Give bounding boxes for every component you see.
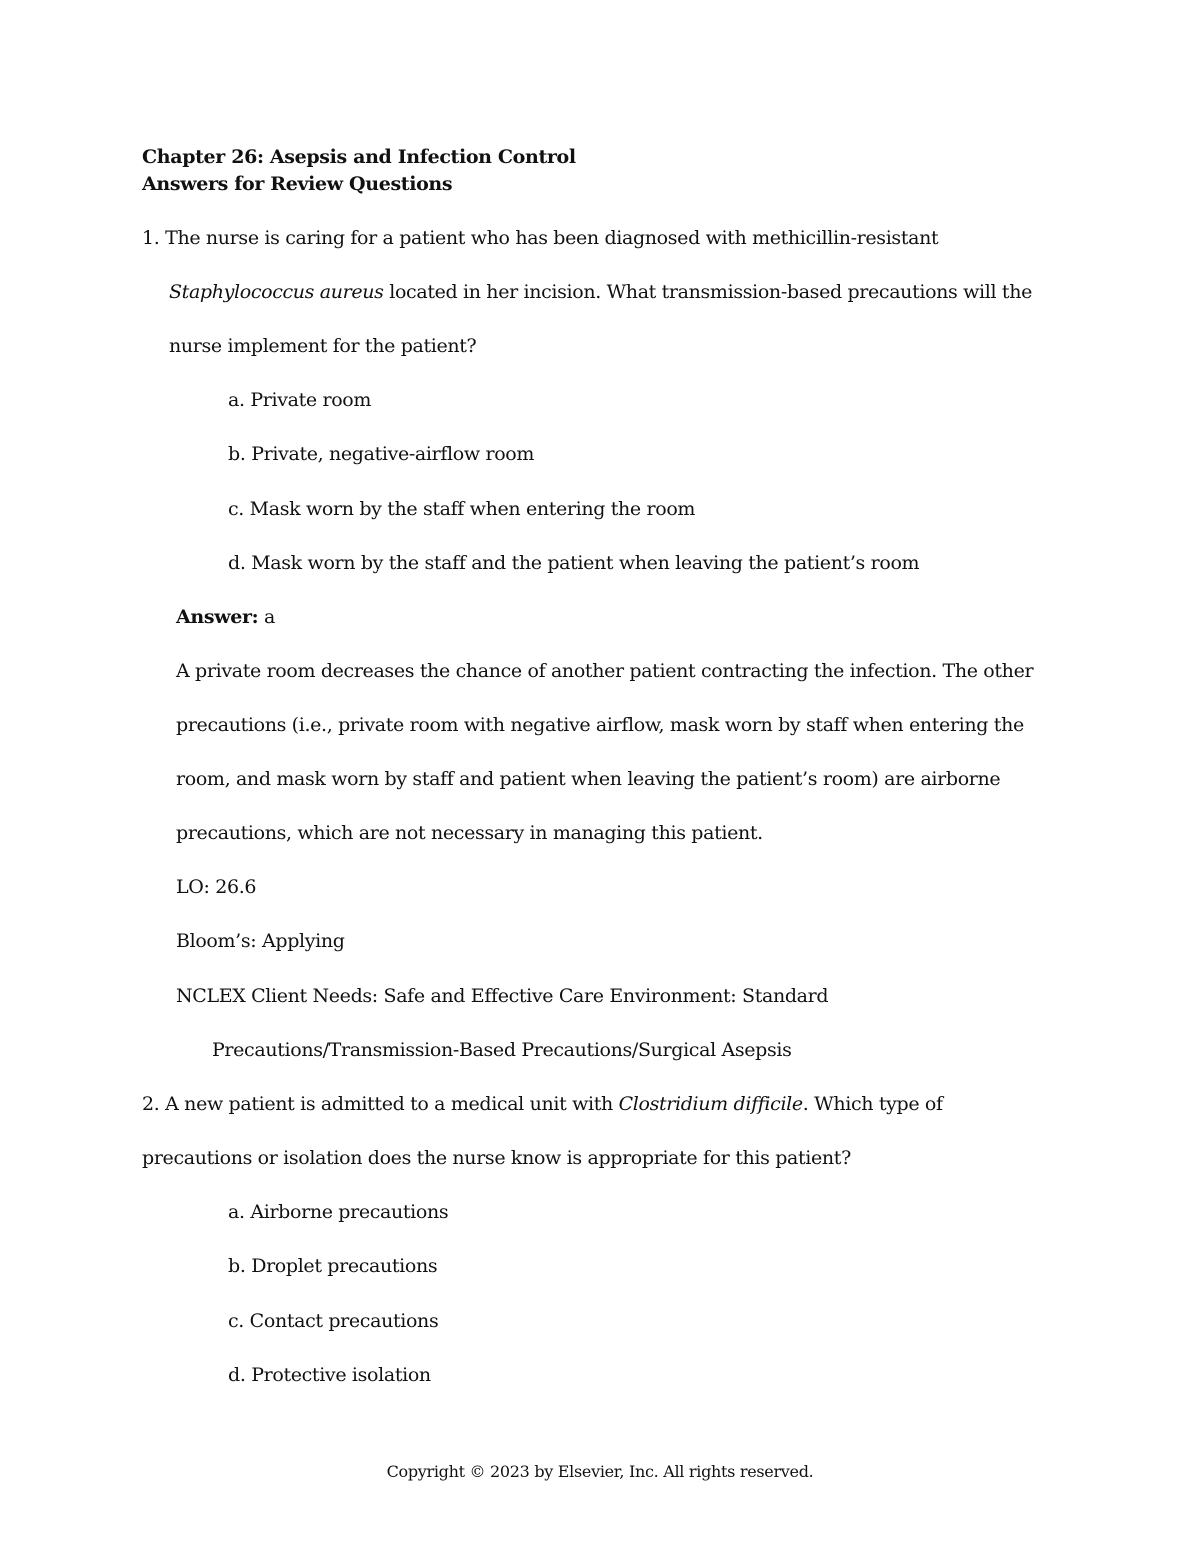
question-2-stem-end: . Which type of: [802, 1093, 943, 1115]
question-1-stem-line-2: [169, 280, 1032, 304]
organism-name: Clostridium difficile: [618, 1093, 803, 1115]
question-2-option-b: b. Droplet precautions: [228, 1255, 438, 1277]
section-subtitle: Answers for Review Questions: [142, 173, 453, 195]
organism-name: Staphylococcus aureus: [169, 281, 384, 303]
question-1-option-b: b. Private, negative-airflow room: [228, 443, 535, 465]
question-1-nclex-line-1: NCLEX Client Needs: Safe and Effective Care Environment: Standard: [176, 985, 829, 1007]
question-1-answer: [176, 605, 275, 629]
question-1-rationale-line-2: precautions (i.e., private room with negative airflow, mask worn by staff when entering the: [176, 714, 1024, 736]
answer-label: Answer:: [176, 606, 259, 628]
question-2-stem-line-1: [142, 1092, 943, 1116]
question-2-option-d: d. Protective isolation: [228, 1364, 431, 1386]
question-1-rationale-line-4: precautions, which are not necessary in managing this patient.: [176, 822, 763, 844]
question-1-stem-line-2-text: located in her incision. What transmission-based precautions will the: [383, 281, 1032, 303]
answer-value: a: [258, 606, 275, 628]
question-1-rationale-line-1: A private room decreases the chance of another patient contracting the infection. The other: [176, 660, 1034, 682]
question-2-stem-line-2: precautions or isolation does the nurse know is appropriate for this patient?: [142, 1147, 851, 1169]
question-1-option-c: c. Mask worn by the staff when entering the room: [228, 498, 696, 520]
question-2-stem-start: 2. A new patient is admitted to a medical unit with: [142, 1093, 619, 1115]
chapter-title: Chapter 26: Asepsis and Infection Control: [142, 146, 576, 168]
question-1-nclex-line-2: Precautions/Transmission-Based Precautions/Surgical Asepsis: [212, 1039, 792, 1061]
question-1-blooms-level: Bloom’s: Applying: [176, 930, 345, 952]
question-1-rationale-line-3: room, and mask worn by staff and patient when leaving the patient’s room) are airborne: [176, 768, 1001, 790]
question-1-option-a: a. Private room: [228, 389, 372, 411]
question-2-option-a: a. Airborne precautions: [228, 1201, 449, 1223]
question-1-stem-line-3: nurse implement for the patient?: [169, 335, 477, 357]
question-1-stem-line-1: 1. The nurse is caring for a patient who has been diagnosed with methicillin-resistant: [142, 227, 939, 249]
question-1-learning-objective: LO: 26.6: [176, 876, 257, 898]
question-2-option-c: c. Contact precautions: [228, 1310, 439, 1332]
question-1-option-d: d. Mask worn by the staff and the patient when leaving the patient’s room: [228, 552, 920, 574]
copyright-footer: Copyright © 2023 by Elsevier, Inc. All rights reserved.: [386, 1462, 814, 1481]
